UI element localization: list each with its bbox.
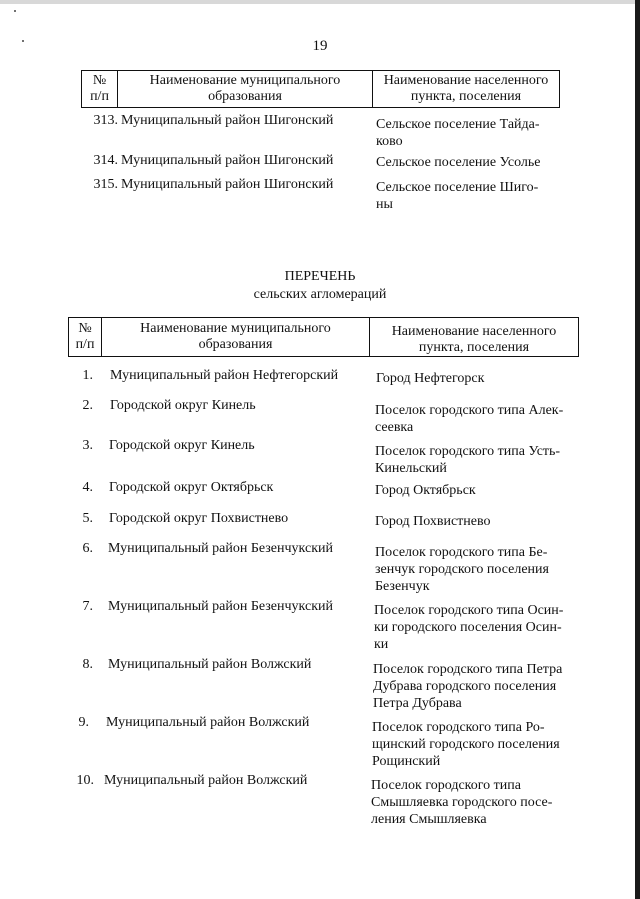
row-municipality: Муниципальный район Нефтегорский	[110, 368, 339, 383]
row-municipality: Муниципальный район Безенчукский	[108, 599, 334, 614]
header-num-cell	[82, 71, 118, 108]
row-municipality: Муниципальный район Безенчукский	[108, 541, 334, 556]
row-municipality: Муниципальный район Шигонский	[121, 177, 334, 192]
header-municipality-line1: Наименование муниципального	[140, 321, 331, 336]
settlement-line: ления Смышляевка	[371, 812, 487, 827]
row-municipality: Городской округ Октябрьск	[109, 480, 274, 495]
list-subtitle: сельских агломераций	[253, 287, 387, 302]
row-number: 314.	[93, 153, 118, 168]
row-municipality: Муниципальный район Шигонский	[121, 153, 334, 168]
row-settlement	[375, 443, 560, 477]
settlement-line: щинский городского поселения	[372, 737, 560, 752]
row-settlement	[371, 777, 552, 828]
row-settlement	[376, 116, 540, 150]
header-num-cell	[69, 318, 102, 357]
row-settlement	[375, 402, 563, 436]
row-number: 313.	[93, 113, 118, 128]
scan-speck	[14, 10, 16, 12]
continued-table-header	[81, 70, 560, 108]
row-settlement	[376, 154, 540, 171]
row-number: 4.	[82, 480, 93, 495]
header-settlement-line2: пункта, поселения	[418, 340, 530, 355]
row-number: 7.	[82, 599, 93, 614]
settlement-line: Поселок городского типа Ро-	[372, 720, 545, 735]
settlement-line: ны	[376, 197, 393, 212]
settlement-line: Безенчук	[375, 579, 430, 594]
row-number: 2.	[82, 398, 93, 413]
settlement-line: Рощинский	[372, 754, 441, 769]
header-num-line2: п/п	[75, 337, 95, 352]
row-municipality: Муниципальный район Волжский	[104, 773, 308, 788]
settlement-line: Поселок городского типа Бе-	[375, 545, 548, 560]
row-settlement	[372, 719, 560, 770]
row-settlement	[375, 513, 491, 530]
row-settlement	[374, 602, 563, 653]
settlement-line: сеевка	[375, 420, 414, 435]
header-settlement-cell	[373, 71, 560, 108]
settlement-line: Петра Дубрава	[373, 696, 462, 711]
settlement-line: Поселок городского типа Петра	[373, 662, 563, 677]
header-settlement-line1: Наименование населенного	[383, 73, 549, 88]
settlement-line: Поселок городского типа Усть-	[375, 444, 561, 459]
row-settlement	[376, 179, 538, 213]
header-settlement-line2: пункта, поселения	[410, 89, 522, 104]
row-settlement	[375, 544, 549, 595]
row-number: 10.	[76, 773, 94, 788]
header-num-line1: №	[78, 321, 92, 336]
page-number: 19	[312, 38, 328, 54]
settlement-line: зенчук городского поселения	[375, 562, 549, 577]
row-number: 6.	[82, 541, 93, 556]
header-settlement-cell	[370, 324, 579, 357]
row-municipality: Муниципальный район Волжский	[106, 715, 310, 730]
row-number: 9.	[78, 715, 89, 730]
row-number: 5.	[82, 511, 93, 526]
settlement-line: ки городского поселения Осин-	[374, 620, 562, 635]
settlement-line: Сельское поселение Шиго-	[376, 180, 539, 195]
row-municipality: Городской округ Кинель	[109, 438, 255, 453]
row-number: 3.	[82, 438, 93, 453]
header-municipality-cell	[102, 318, 370, 357]
row-municipality: Муниципальный район Волжский	[108, 657, 312, 672]
settlement-line: Поселок городского типа Алек-	[375, 403, 564, 418]
row-number: 315.	[93, 177, 118, 192]
row-number: 1.	[82, 368, 93, 383]
settlement-line: ково	[376, 134, 403, 149]
settlement-line: Смышляевка городского посе-	[371, 795, 553, 810]
header-num-line2: п/п	[90, 89, 109, 104]
row-settlement	[375, 482, 476, 499]
settlement-line: ки	[374, 637, 389, 652]
header-settlement-text	[370, 324, 578, 356]
header-municipality-line2: образования	[208, 89, 282, 104]
header-municipality-line1: Наименование муниципального	[149, 73, 341, 88]
row-municipality: Муниципальный район Шигонский	[121, 113, 334, 128]
scan-right-edge	[635, 0, 640, 899]
settlement-line: Поселок городского типа Осин-	[374, 603, 564, 618]
settlement-line: Кинельский	[375, 461, 447, 476]
list-title: ПЕРЕЧЕНЬ	[284, 269, 356, 284]
row-number: 8.	[82, 657, 93, 672]
settlement-line: Сельское поселение Усолье	[376, 155, 541, 170]
row-settlement	[373, 661, 562, 712]
scan-top-edge	[0, 0, 640, 4]
header-num-line1: №	[92, 73, 107, 88]
settlement-line: Город Похвистнево	[375, 514, 491, 529]
row-municipality: Городской округ Кинель	[110, 398, 256, 413]
settlement-line: Поселок городского типа	[371, 778, 521, 793]
row-municipality: Городской округ Похвистнево	[109, 511, 289, 526]
header-municipality-cell	[118, 71, 373, 108]
settlement-line: Дубрава городского поселения	[373, 679, 557, 694]
settlement-line: Город Октябрьск	[375, 483, 476, 498]
header-municipality-line2: образования	[198, 337, 273, 352]
row-settlement	[376, 370, 484, 387]
header-settlement-line1: Наименование населенного	[391, 324, 557, 339]
agglomeration-table-header	[68, 317, 579, 357]
settlement-line: Город Нефтегорск	[376, 371, 485, 386]
settlement-line: Сельское поселение Тайда-	[376, 117, 540, 132]
